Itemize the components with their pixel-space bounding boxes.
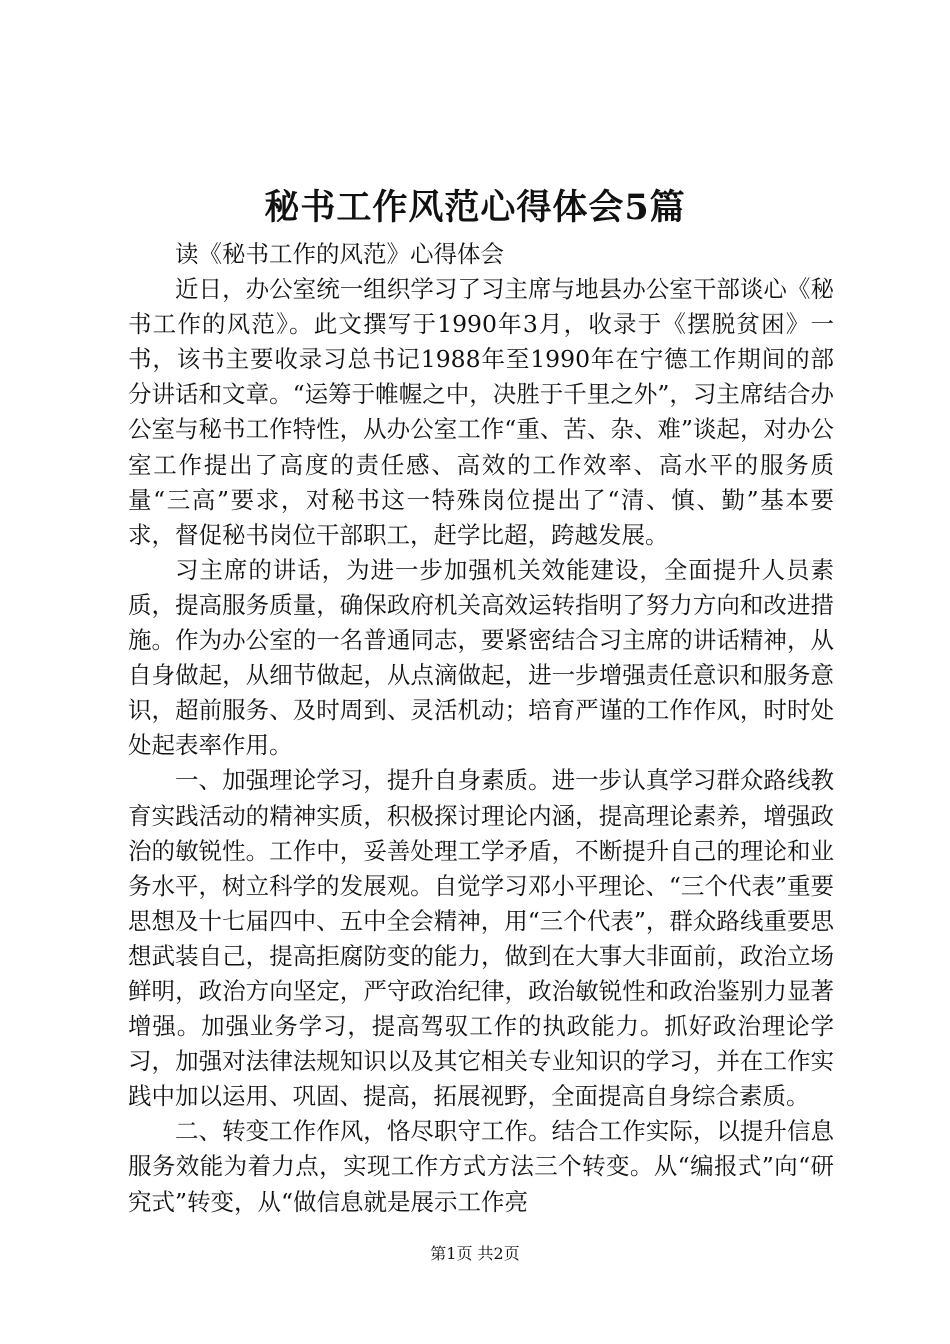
paragraph: 一、加强理论学习，提升自身素质。进一步认真学习群众路线教育实践活动的精神实质，积极探讨理论内涵，提高理论素养，增强政治的敏锐性。工作中，妥善处理工学矛盾，不断提升自己的理论和业务水平，树立科学的发展观。自觉学习邓小平理论、“三个代表”重要思想及十七届四中、五中全会精神，用“三个代表”，群众路线重要思想武装自己，提高拒腐防变的能力，做到在大事大非面前，政治立场鲜明，政治方向坚定，严守政治纪律，政治敏锐性和政治鉴别力显著增强。加强业务学习，提高驾驭工作的执政能力。抓好政治理论学习，加强对法律法规知识以及其它相关专业知识的学习，并在工作实践中加以运用、巩固、提高，拓展视野，全面提高自身综合素质。 (128, 766, 834, 1111)
document-title: 秘书工作风范心得体会5篇 (264, 187, 686, 228)
paragraph-subtitle: 读《秘书工作的风范》心得体会 (175, 240, 504, 268)
paragraph: 近日，办公室统一组织学习了习主席与地县办公室干部谈心《秘书工作的风范》。此文撰写于1990年3月，收录于《摆脱贫困》一书，该书主要收录习总书记1988年至1990年在宁德工作期间的部分讲话和文章。“运筹于帷幄之中，决胜于千里之外”，习主席结合办公室与秘书工作特性，从办公室工作“重、苦、杂、难”谈起，对办公室工作提出了高度的责任感、高效的工作效率、高水平的服务质量“三高”要求，对秘书这一特殊岗位提出了“清、慎、勤”基本要求，督促秘书岗位干部职工，赶学比超，跨越发展。 (128, 275, 834, 549)
paragraph: 二、转变工作作风，恪尽职守工作。结合工作实际，以提升信息服务效能为着力点，实现工作方式方法三个转变。从“编报式”向“研究式”转变，从“做信息就是展示工作亮 (128, 1117, 834, 1216)
page-footer: 第1页 共2页 (430, 1244, 520, 1263)
paragraph: 习主席的讲话，为进一步加强机关效能建设，全面提升人员素质，提高服务质量，确保政府机关高效运转指明了努力方向和改进措施。作为办公室的一名普通同志，要紧密结合习主席的讲话精神，从自身做起，从细节做起，从点滴做起，进一步增强责任意识和服务意识，超前服务、及时周到、灵活机动；培育严谨的工作作风，时时处处起表率作用。 (128, 555, 834, 760)
document-body (128, 237, 834, 1220)
